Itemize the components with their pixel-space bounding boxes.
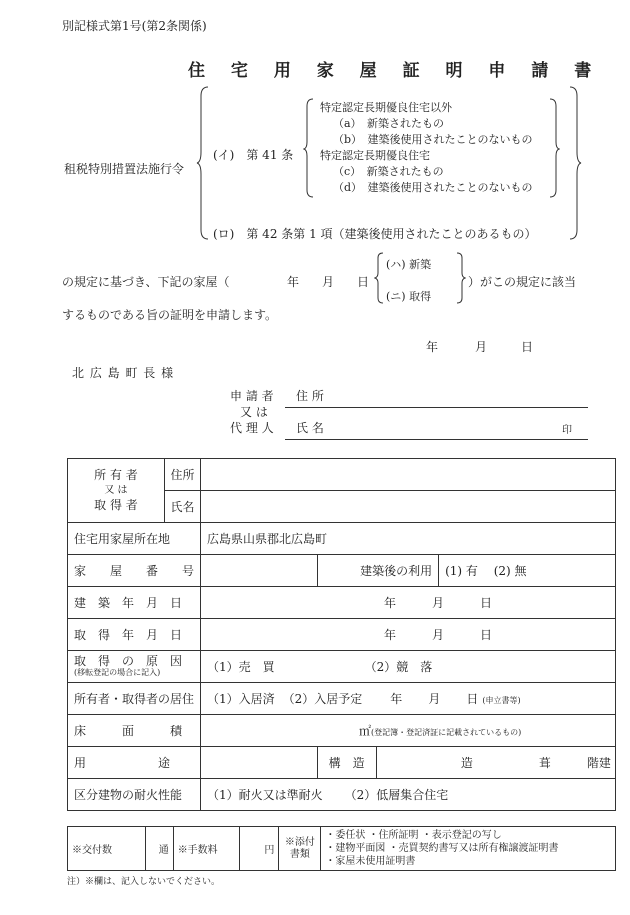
use-field[interactable] bbox=[201, 747, 318, 779]
location-label: 住宅用家屋所在地 bbox=[68, 523, 201, 555]
usage-after-label: 建築後の利用 bbox=[317, 555, 439, 587]
footer-note: 注）※欄は、記入しないでください。 bbox=[67, 877, 221, 887]
owner-name-field[interactable] bbox=[201, 491, 616, 523]
statement-pre: の規定に基づき、下記の家屋（ bbox=[62, 275, 230, 289]
left-brace-large bbox=[196, 86, 210, 240]
option-b: （b） 建築後使用されたことのないもの bbox=[333, 133, 533, 146]
option-a: （a） 新築されたもの bbox=[333, 117, 445, 130]
applicant-name-label: 氏 名 bbox=[296, 421, 324, 435]
residence-field[interactable]: （1）入居済 （2）入居予定 年 月 日 (申立書等) bbox=[201, 683, 616, 715]
copies-unit: 通 bbox=[145, 827, 173, 871]
owner-label: 所 有 者 又 は 取 得 者 bbox=[68, 459, 165, 523]
owner-address-field[interactable] bbox=[201, 459, 616, 491]
statement-month: 月 bbox=[322, 275, 335, 289]
built-date-label: 建 築 年 月 日 bbox=[68, 587, 201, 619]
form-id: 別記様式第1号(第2条関係) bbox=[62, 19, 207, 33]
applicant-address-line[interactable] bbox=[285, 407, 588, 408]
right-brace-large bbox=[568, 86, 582, 240]
left-brace-small bbox=[374, 252, 384, 304]
floor-area-field[interactable]: ㎡(登記簿・登記済証に記載されているもの) bbox=[201, 715, 616, 747]
article-41: (イ) 第 41 条 bbox=[213, 148, 294, 162]
fee-label: ※手数料 bbox=[173, 827, 239, 871]
article-42: (ロ) 第 42 条第 1 項（建築後使用されたことのあるもの） bbox=[213, 227, 537, 241]
usage-after-field[interactable]: (1) 有 (2) 無 bbox=[439, 555, 616, 587]
owner-address-label: 住所 bbox=[164, 459, 200, 491]
group-certified: 特定認定長期優良住宅 bbox=[320, 149, 430, 162]
house-number-label: 家 屋 番 号 bbox=[68, 555, 201, 587]
option-c: （c） 新築されたもの bbox=[333, 165, 444, 178]
applicant-label-2: 又 は bbox=[240, 405, 268, 419]
fire-resistance-field[interactable]: （1）耐火又は準耐火 （2）低層集合住宅 bbox=[201, 779, 616, 811]
use-label: 用 途 bbox=[68, 747, 201, 779]
statement-line2: するものである旨の証明を申請します。 bbox=[62, 308, 278, 322]
group-non-certified: 特定認定長期優良住宅以外 bbox=[320, 101, 452, 114]
cause-label: 取 得 の 原 因 (移転登記の場合に記入) bbox=[68, 651, 201, 683]
fire-resistance-label: 区分建物の耐火性能 bbox=[68, 779, 201, 811]
structure-field[interactable]: 造 葺 階建 bbox=[376, 747, 615, 779]
seal-mark: 印 bbox=[562, 425, 572, 436]
acquired-date-field[interactable]: 年 月 日 bbox=[201, 619, 616, 651]
owner-name-label: 氏名 bbox=[164, 491, 200, 523]
option-ni: (ニ) 取得 bbox=[386, 290, 432, 303]
addressee: 北 広 島 町 長 様 bbox=[72, 366, 175, 380]
applicant-label-3: 代 理 人 bbox=[230, 421, 274, 435]
right-brace-inner bbox=[548, 98, 560, 198]
office-use-table bbox=[67, 826, 616, 871]
issue-count-label: ※交付数 bbox=[68, 827, 146, 871]
structure-label: 構 造 bbox=[317, 747, 376, 779]
date-month: 月 bbox=[475, 340, 488, 354]
residence-label: 所有者・取得者の居住 bbox=[68, 683, 201, 715]
yen-unit: 円 bbox=[239, 827, 279, 871]
applicant-label-1: 申 請 者 bbox=[230, 389, 274, 403]
built-date-field[interactable]: 年 月 日 bbox=[201, 587, 616, 619]
date-year: 年 bbox=[426, 340, 439, 354]
house-number-field[interactable] bbox=[201, 555, 318, 587]
house-info-table bbox=[67, 458, 616, 811]
option-d: （d） 建築後使用されたことのないもの bbox=[333, 181, 533, 194]
location-field[interactable]: 広島県山県郡北広島町 bbox=[201, 523, 616, 555]
attachments-label: ※添付 書類 bbox=[279, 827, 321, 871]
page-title: 住 宅 用 家 屋 証 明 申 請 書 bbox=[188, 61, 602, 81]
law-name: 租税特別措置法施行令 bbox=[64, 162, 185, 176]
acquired-date-label: 取 得 年 月 日 bbox=[68, 619, 201, 651]
floor-area-label: 床 面 積 bbox=[68, 715, 201, 747]
applicant-name-line[interactable] bbox=[285, 439, 588, 440]
date-day: 日 bbox=[521, 340, 534, 354]
applicant-address-label: 住 所 bbox=[296, 389, 324, 403]
cause-field[interactable]: （1）売 買 （2）競 落 bbox=[201, 651, 616, 683]
statement-post: ）がこの規定に該当 bbox=[468, 275, 577, 289]
left-brace-inner bbox=[303, 98, 315, 198]
option-ha: (ハ) 新築 bbox=[386, 258, 432, 271]
attachments-list: ・委任状 ・住所証明 ・表示登記の写し ・建物平面図 ・売買契約書写又は所有権譲渡証明書 ・家屋未使用証明書 bbox=[321, 827, 616, 871]
right-brace-small bbox=[456, 252, 466, 304]
statement-day: 日 bbox=[357, 275, 370, 289]
statement-year: 年 bbox=[287, 275, 300, 289]
